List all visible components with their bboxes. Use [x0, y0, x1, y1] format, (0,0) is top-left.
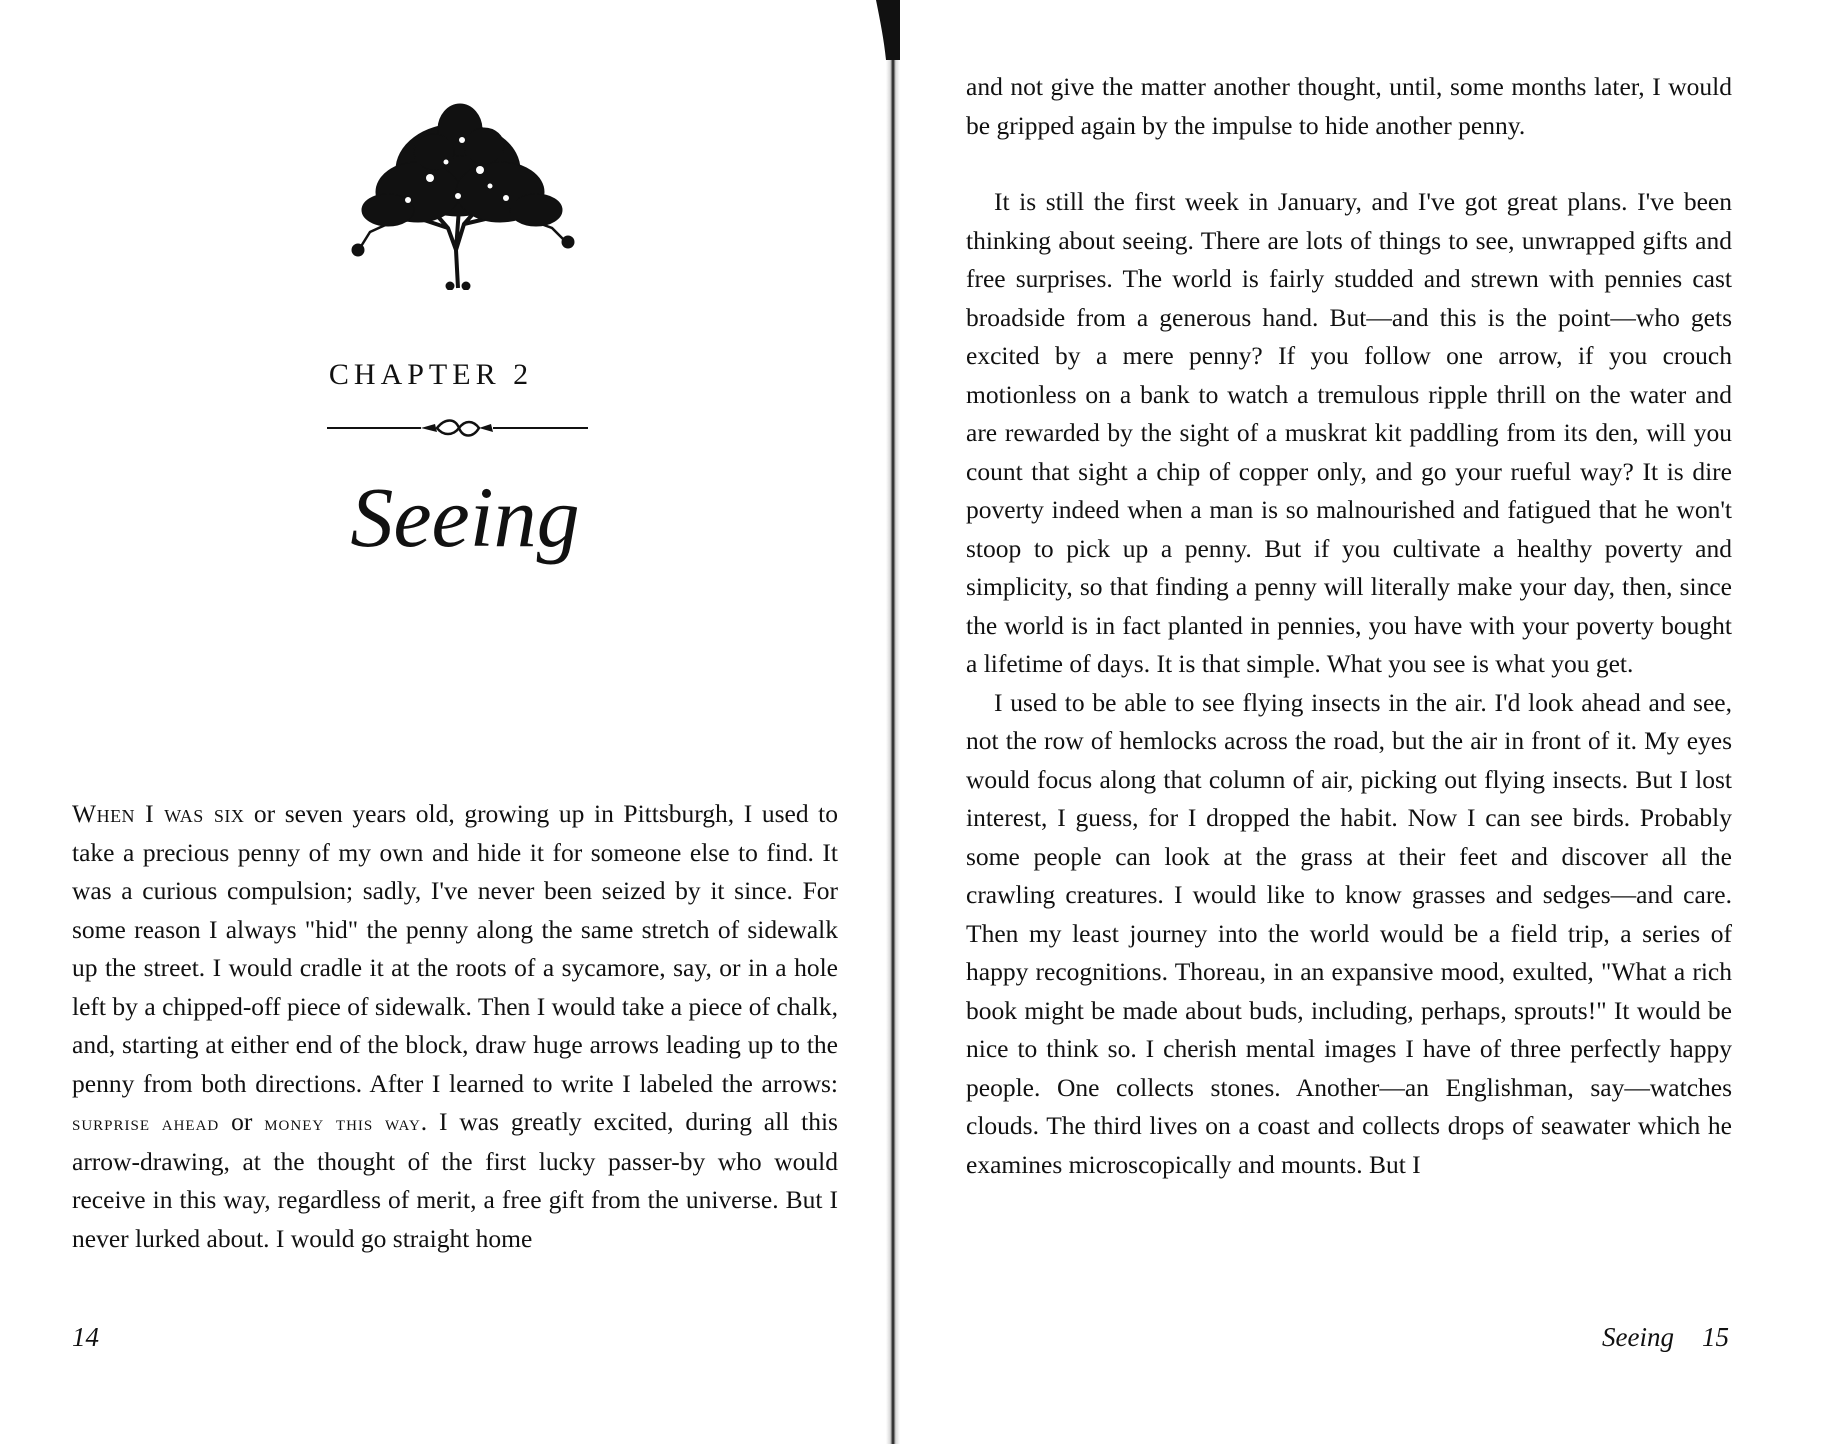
running-head: Seeing: [1602, 1322, 1674, 1352]
chapter-title: [0, 470, 886, 565]
ornament-divider: [325, 413, 590, 443]
right-page-footer: [1602, 1322, 1729, 1353]
page-number-right: 15: [1702, 1322, 1729, 1352]
right-paragraph-2: It is still the first week in January, and I've got great plans. I've been thinking about seeing. There are lots of things to see, unwrapped gifts and free surprises. The world is fairly studded and strewn with pennies cast broadside from a generous hand. But—and this is the point—who gets excited by a mere penny? If you follow one arrow, if you crouch motionless on a bank to watch a tremulous ripple thrill on the water and are rewarded by the sight of a muskrat kit paddling from its den, will you count that sight a chip of copper only, and go your rueful way? It is dire poverty indeed when a man is so malnourished and fatigued that he won't stoop to pick up a penny. But if you cultivate a healthy poverty and simplicity, so that finding a penny will literally make your day, then, since the world is in fact planted in pennies, you have with your poverty bought a lifetime of days. It is that simple. What you see is what you get.: [966, 187, 1732, 678]
left-paragraph-1: [72, 795, 838, 1258]
book-gutter: [886, 0, 900, 1444]
right-paragraph-1: and not give the matter another thought, until, some months later, I would be gripped again by the impulse to hide another penny.: [966, 72, 1732, 140]
right-page-body-text: [966, 68, 1732, 1184]
arrow-label-money: money this way: [264, 1111, 421, 1135]
left-page: [0, 0, 886, 1444]
lead-in: When I was six: [72, 799, 245, 828]
arrow-label-surprise: surprise ahead: [72, 1111, 220, 1135]
right-paragraph-3: I used to be able to see flying insects in the air. I'd look ahead and see, not the row of hemlocks across the road, but the air in front of it. My eyes would focus along that column of air, picking out flying insects. But I lost interest, I guess, for I dropped the habit. Now I can see birds. Probably some people can look at the grass at their feet and discover all the crawling creatures. I would like to know grasses and sedges—and care. Then my least journey into the world would be a field trip, a series of happy recognitions. Thoreau, in an expansive mood, exulted, "What a rich book might be made about buds, including, perhaps, sprouts!" It would be nice to think so. I cherish mental images I have of three perfectly happy people. One collects stones. Another—an Englishman, say—watches clouds. The third lives on a coast and collects drops of seawater which he examines microscopically and mounts. But I: [966, 687, 1732, 1179]
tree-illustration: [330, 100, 590, 290]
chapter-label-text: CHAPTER 2: [328, 358, 534, 391]
page-number-left: 14: [72, 1322, 99, 1352]
paragraph-text-b: . I was greatly excited, during all this arrow-drawing, at the thought of the first lucky passer-by who would receive in this way, regardless of merit, a free gift from the universe. But I never lurked about. I would go straight home: [72, 1107, 838, 1253]
chapter-label: [0, 358, 886, 392]
chapter-title-text: Seeing: [350, 469, 580, 565]
paragraph-text-or: or: [219, 1107, 265, 1136]
paragraph-text-a: or seven years old, growing up in Pittsburgh, I used to take a precious penny of my own and hide it for someone else to find. It was a curious compulsion; sadly, I've never been seized by it since. For some reason I always "hid" the penny along the same stretch of sidewalk up the street. I would cradle it at the roots of a sycamore, say, or in a hole left by a chipped-off piece of sidewalk. Then I would take a piece of chalk, and, starting at either end of the block, draw huge arrows leading up to the penny from both directions. After I learned to write I labeled the arrows:: [72, 799, 838, 1098]
left-page-body-text: [72, 795, 838, 1258]
